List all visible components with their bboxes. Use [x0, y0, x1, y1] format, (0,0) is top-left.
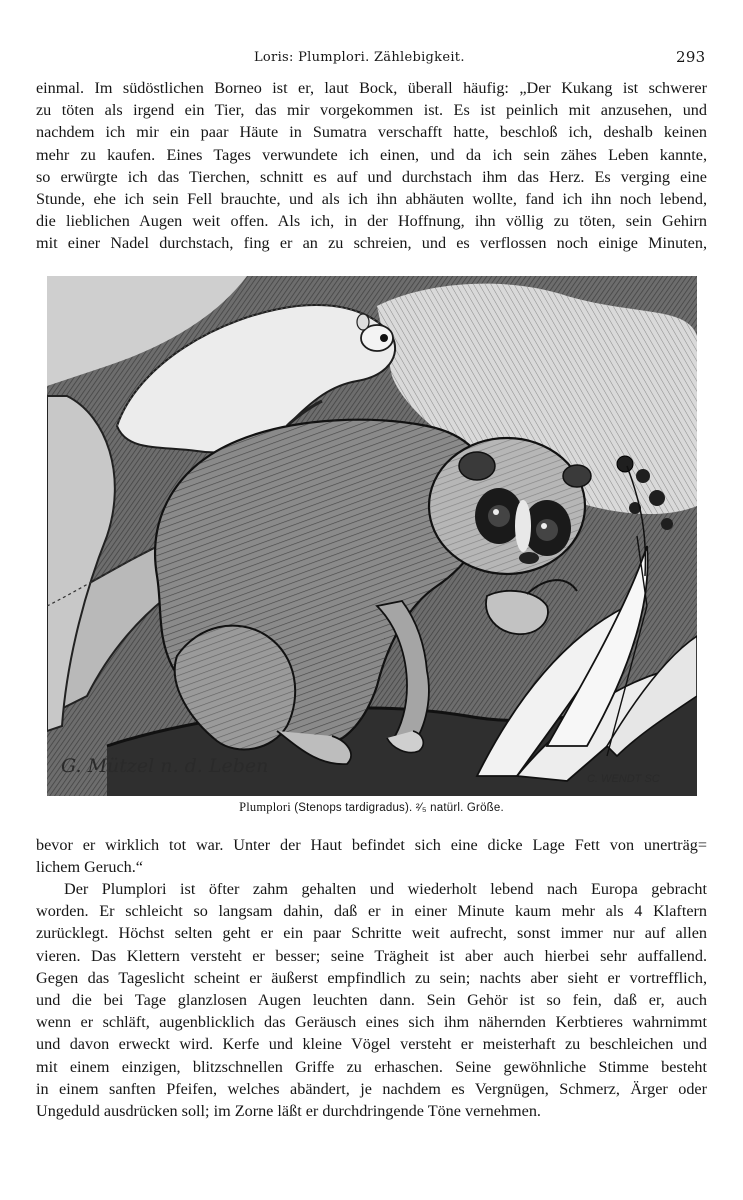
text-line: zu töten als irgend ein Tier, das mir vorgekommen ist. Es ist peinlich mit anzusehen, und — [36, 101, 707, 120]
text-line: Stunde, ehe ich sein Fell brauchte, und als ich ihn abhäuten wollte, fand ich ihn noch lebend, — [36, 190, 707, 209]
paragraph-top — [36, 77, 707, 255]
caption-latin-name: (Stenops tardigradus). — [294, 802, 413, 814]
figure-caption — [0, 800, 743, 815]
text-line: einmal. Im südöstlichen Borneo ist er, laut Bock, überall häufig: „Der Kukang ist schwerer — [36, 79, 707, 97]
text-line: und die bei Tage glanzlosen Augen leuchten dann. Sein Gehör ist so fein, daß er, auch — [36, 991, 707, 1010]
caption-scale: ²⁄₅ natürl. Größe. — [415, 802, 504, 814]
paragraph-bottom — [36, 878, 707, 1122]
text-line: nachdem ich mir ein paar Häute in Sumatra verschafft hatte, beschloß ich, deshalb keinen — [36, 123, 707, 142]
paragraph-continuation — [36, 834, 707, 878]
text-line: und davon erweckt wird. Kerfe und kleine Vögel versteht er meisterhaft zu beschleichen und — [36, 1035, 707, 1054]
text-line: zurücklegt. Höchst selten geht er ein paar Schritte weit aufrecht, sonst immer nur auf allen — [36, 924, 707, 943]
text-line: Ungeduld ausdrücken soll; im Zorne läßt er durchdringende Töne vernehmen. — [36, 1102, 541, 1121]
text-line: mit einem einzigen, blitzschnellen Griffe zu erhaschen. Seine gewöhnliche Stimme besteht — [36, 1057, 707, 1076]
text-line: die lieblichen Augen weit offen. Als ich, in der Hoffnung, ihn völlig zu töten, sein Gehirn — [36, 212, 707, 231]
text-line: bevor er wirklich tot war. Unter der Haut befindet sich eine dicke Lage Fett von unerträg= — [36, 836, 707, 854]
page-number: 293 — [676, 48, 706, 66]
text-line: wenn er schläft, augenblicklich das Geräusch eines sich ihm nähernden Kerbtieres wahrnimmt — [36, 1013, 707, 1032]
text-line: so erwürgte ich das Tierchen, schnitt es auf und durchstach ihm das Herz. Es verging eine — [36, 167, 707, 186]
text-line: lichem Geruch.“ — [36, 858, 143, 877]
caption-name: Plumplori — [239, 800, 291, 814]
loris-illustration — [47, 276, 697, 796]
figure-slow-loris-engraving — [47, 276, 697, 796]
text-line: vieren. Das Klettern versteht er besser; seine Trägheit ist aber auch hierbei sehr auffallend. — [36, 946, 707, 965]
artist-signature: G. Mützel n. d. Leben — [61, 755, 269, 777]
text-line: mit einer Nadel durchstach, fing er an zu schreien, und es verflossen noch einige Minuten, — [36, 234, 707, 253]
text-line: in einem sanften Pfeifen, welches abändert, je nachdem es Vergnügen, Schmerz, Ärger oder — [36, 1079, 707, 1098]
text-line: Gegen das Tageslicht scheint er äußerst empfindlich zu sein; nachts aber sieht er vortrefflich, — [36, 968, 707, 987]
running-head — [0, 47, 743, 69]
running-title: Loris: Plumplori. Zählebigkeit. — [254, 50, 465, 65]
text-line: Der Plumplori ist öfter zahm gehalten und wiederholt lebend nach Europa gebracht — [64, 880, 707, 898]
text-line: worden. Er schleicht so langsam dahin, daß er in einer Minute kaum mehr als 4 Klaftern — [36, 902, 707, 921]
engraver-signature: C. WENDT SC — [587, 773, 660, 785]
text-line: mehr zu kaufen. Eines Tages verwundete ich einen, und da ich sein zähes Leben kannte, — [36, 145, 707, 164]
